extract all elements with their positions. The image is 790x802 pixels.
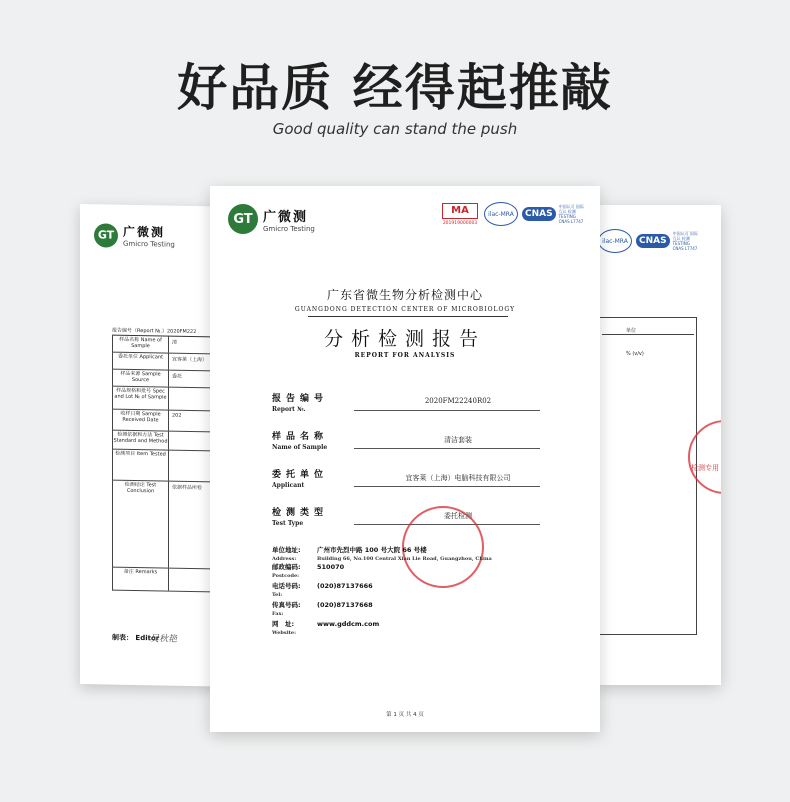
center-name-en: GUANGDONG DETECTION CENTER OF MICROBIOLOGY (294, 306, 516, 313)
field-applicant: 委托单位 Applicant (272, 470, 329, 489)
subline: Good quality can stand the push (272, 120, 518, 138)
center-name-cn: 广东省微生物分析检测中心 (326, 288, 483, 302)
table-value-cell: 委托 (172, 373, 183, 380)
table-header-cell: 检测依据和方法 Test Standard and Method (113, 431, 169, 450)
table-value-cell: 宜客莱（上海） (172, 356, 208, 364)
table-value-cell: 依据样品所检 (172, 484, 203, 492)
lab-name-cn: 广微测 (263, 209, 309, 225)
page-number: 第 1 页 共 4 页 (386, 712, 424, 718)
table-frame (600, 317, 697, 635)
title-rule (308, 316, 508, 317)
cnas-icon: CNAS (522, 207, 556, 221)
stamp-text: 检测专用 (691, 464, 719, 472)
table-header-cell: 检测结论 Test Conclusion (113, 481, 169, 568)
field-underline (354, 448, 540, 449)
table-header-cell: 委托单位 Applicant (113, 353, 169, 370)
report-number: 报告编号（Report №.）2020FM222 (112, 327, 197, 336)
report-no-value: 2020FM22240R02 (424, 397, 492, 405)
cert-logos-right (598, 229, 699, 253)
cnas-icon: CNAS (636, 234, 670, 248)
field-underline (354, 486, 540, 487)
table-row: % (v/v) (626, 351, 644, 357)
report-page-right (596, 205, 721, 685)
field-test-type: 检测类型 Test Type (272, 508, 329, 527)
cnas-note: 中国认可 国际互认 检测 TESTING CNAS L7747 (672, 231, 698, 251)
table-header-cell: 收样日期 Sample Received Date (113, 410, 169, 431)
report-title-en: REPORT FOR ANALYSIS (354, 352, 456, 359)
ilac-mra-icon: ilac-MRA (598, 229, 632, 253)
cma-icon: MA (442, 203, 478, 219)
lab-name-en: Gmicro Testing (263, 224, 315, 233)
table-header-cell: 样品来源 Sample Source (113, 370, 169, 387)
table-row: 单位 (602, 327, 694, 335)
ilac-mra-icon: ilac-MRA (484, 202, 518, 226)
contact-info: 单位地址: 广州市先烈中路 100 号大院 66 号楼 Address: Building 66, No.100 Central Xian Lie Road, Guangzhou, China 邮政编码: 510070 Postcode: 电话号码: (020)87137666 Tel: 传真号码: (020)87137668 Fax: 网 址: www.gddcm.com Website: (272, 546, 492, 636)
lab-logo (94, 222, 175, 248)
cnas-note: 中国认可 国际互认 检测 TESTING CNAS L7747 (558, 204, 584, 224)
ma-number: 201919000003 (442, 220, 478, 226)
editor-signature: 吴秋艳 (150, 634, 178, 645)
table-value-cell: 清 (172, 339, 178, 346)
table-value-cell: 202 (172, 412, 182, 419)
field-report-no: 报告编号 Report №. (272, 394, 329, 413)
sample-name-value: 清洁套装 (444, 436, 472, 444)
field-sample-name: 样品名称 Name of Sample (272, 432, 329, 451)
headline: 好品质 经得起推敲 (177, 59, 613, 117)
gt-logo-icon: GT (228, 204, 258, 234)
editor-label: 制表： Editor (112, 633, 160, 643)
test-type-value: 委托检测 (444, 512, 472, 520)
gt-logo-icon: GT (94, 223, 118, 247)
table-header-cell: 样品规格和批号 Spec and Lot № of Sample (113, 387, 169, 410)
report-title-cn: 分析检测报告 (323, 328, 486, 350)
lab-logo (228, 204, 315, 234)
table-header-cell: 样品名称 Name of Sample (113, 336, 169, 353)
field-underline (354, 410, 540, 411)
lab-name-en: Gmicro Testing (123, 239, 175, 249)
lab-name-cn: 广微测 (123, 224, 166, 240)
report-page-cover (210, 186, 600, 732)
table-header-cell: 检测项目 Item Tested (113, 450, 169, 481)
table-header-cell: 备注 Remarks (113, 568, 169, 591)
cert-logos (442, 202, 585, 226)
applicant-value: 宜客莱（上海）电脑科技有限公司 (405, 474, 511, 482)
